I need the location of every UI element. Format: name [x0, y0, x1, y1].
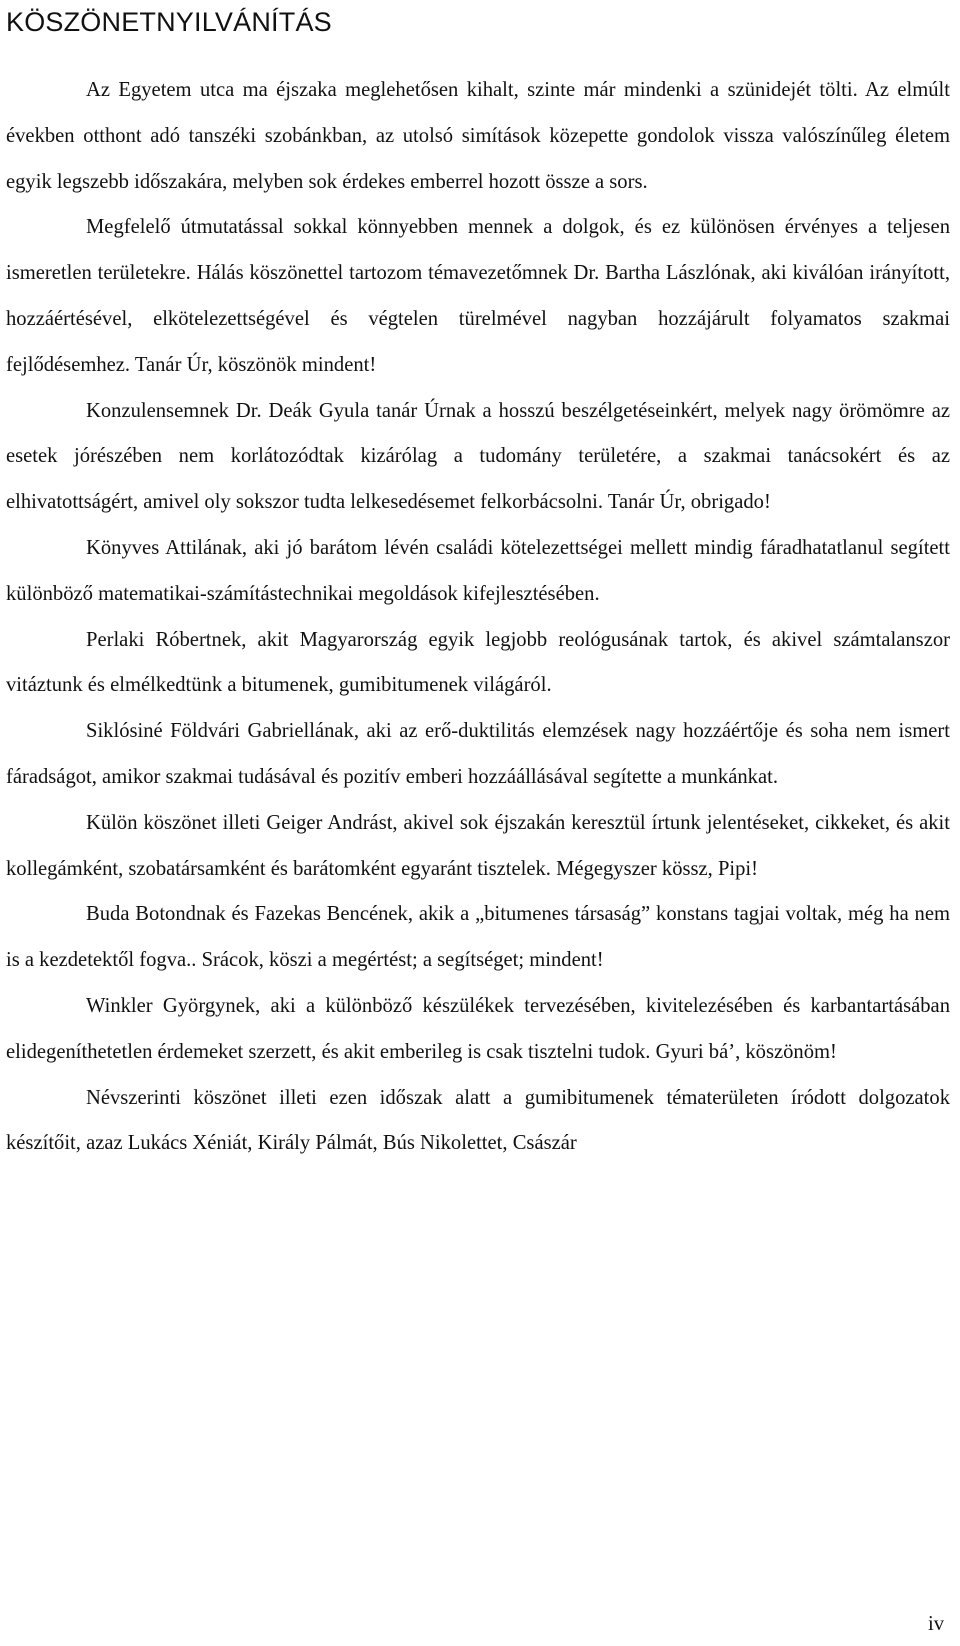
page-number: iv — [927, 1613, 944, 1635]
paragraph-7: Külön köszönet illeti Geiger Andrást, akivel sok éjszakán keresztül írtunk jelentéseket, cikkeket, és akit kollegámként, szobatársamként és barátomként egyaránt tisztelek. Mégegyszer kössz, Pipi! — [6, 811, 950, 880]
paragraph-2: Megfelelő útmutatással sokkal könnyebben mennek a dolgok, és ez különösen érvényes a teljesen ismeretlen területekre. Hálás köszönettel tartozom témavezetőmnek Dr. Bartha Lászlónak, aki kiválóan irányított, hozzáértésével, elkötelezettségével és végtelen türelmével nagyban hozzájárult folyamatos szakmai fejlődésemhez. Tanár Úr, köszönök mindent! — [6, 216, 950, 376]
paragraph-1: Az Egyetem utca ma éjszaka meglehetősen kihalt, szinte már mindenki a szünidejét tölti. Az elmúlt években otthont adó tanszéki szobánkban, az utolsó simítások közepette gondolok vissza valószínűleg életem egyik legszebb időszakára, melyben sok érdekes emberrel hozott össze a sors. — [6, 79, 950, 193]
paragraph-6: Siklósiné Földvári Gabriellának, aki az erő-duktilitás elemzések nagy hozzáértője és soha nem ismert fáradságot, amikor szakmai tudásával és pozitív emberi hozzáállásával segítette a munkánkat. — [6, 720, 950, 788]
paragraph-5: Perlaki Róbertnek, akit Magyarország egyik legjobb reológusának tartok, és akivel számtalanszor vitáztunk és elmélkedtünk a bitumenek, gumibitumenek világáról. — [6, 628, 950, 697]
paragraph-10: Névszerinti köszönet illeti ezen időszak alatt a gumibitumenek tématerületen íródott dolgozatok készítőit, azaz Lukács Xéniát, Király Pálmát, Bús Nikolettet, Császár — [6, 1086, 950, 1155]
acknowledgement-body — [6, 68, 950, 1167]
page-heading: KÖSZÖNETNYILVÁNÍTÁS — [6, 7, 332, 37]
paragraph-4: Könyves Attilának, aki jó barátom lévén családi kötelezettségei mellett mindig fáradhatatlanul segített különböző matematikai-számítástechnikai megoldások kifejlesztésében. — [6, 536, 950, 605]
paragraph-9: Winkler Györgynek, aki a különböző készülékek tervezésében, kivitelezésében és karbantartásában elidegeníthetetlen érdemeket szerzett, és akit emberileg is csak tisztelni tudok. Gyuri bá’, köszönöm! — [6, 994, 950, 1063]
document-page — [6, 0, 950, 1646]
paragraph-8: Buda Botondnak és Fazekas Bencének, akik a „bitumenes társaság” konstans tagjai voltak, még ha nem is a kezdetektől fogva.. Srácok, köszi a megértést; a segítséget; mindent! — [6, 903, 950, 972]
paragraph-3: Konzulensemnek Dr. Deák Gyula tanár Úrnak a hosszú beszélgetéseinkért, melyek nagy örömömre az esetek jórészében nem korlátozódtak kizárólag a tudomány területére, a szakmai tanácsokért és az elhivatottságért, amivel oly sokszor tudta lelkesedésemet felkorbácsolni. Tanár Úr, obrigado! — [6, 399, 950, 514]
